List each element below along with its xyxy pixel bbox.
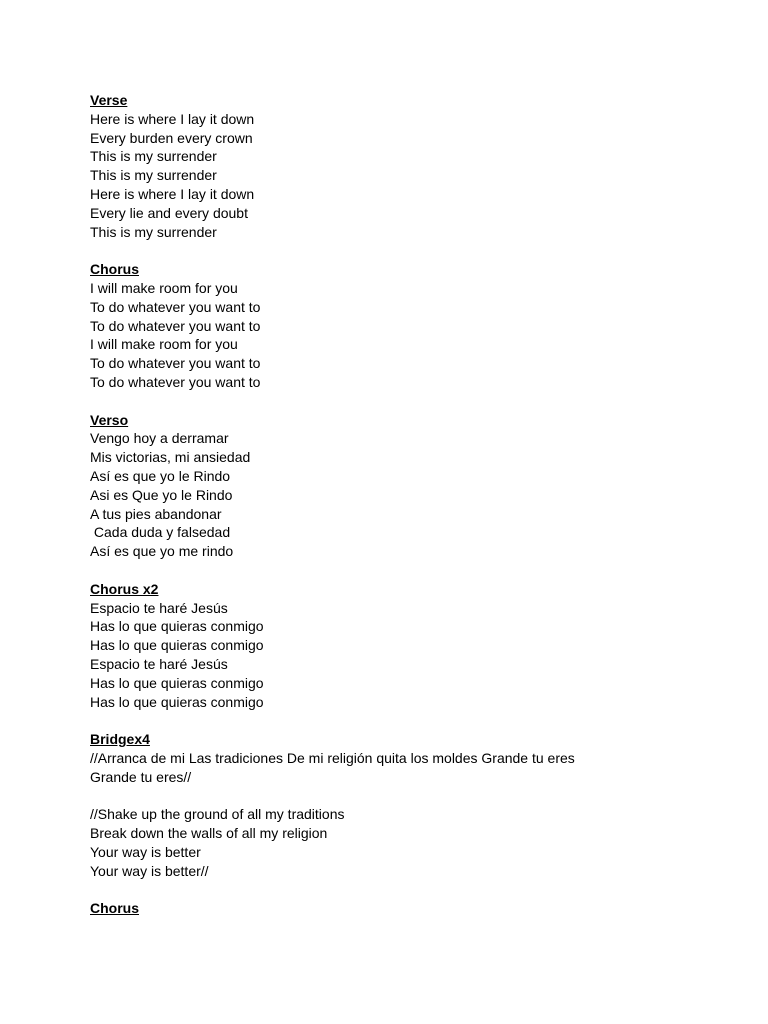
lyric-line: Espacio te haré Jesús (90, 599, 228, 616)
lyric-line: //Shake up the ground of all my traditions (90, 806, 345, 823)
section-bridge-english (90, 805, 730, 880)
lyric-line: This is my surrender (90, 223, 217, 240)
section-chorus-final (90, 899, 730, 918)
lyric-line: Has lo que quieras conmigo (90, 618, 264, 635)
lyric-line: Has lo que quieras conmigo (90, 693, 264, 710)
lyric-line: Cada duda y falsedad (90, 524, 231, 541)
lyric-line: Así es que yo le Rindo (90, 467, 231, 484)
section-bridge (90, 730, 730, 786)
lyrics-document (90, 91, 730, 937)
section-chorus-x2 (90, 580, 730, 712)
section-chorus (90, 260, 730, 392)
lyric-line: Here is where I lay it down (90, 110, 255, 127)
section-heading: Chorus (90, 261, 139, 278)
lyric-line: To do whatever you want to (90, 355, 261, 372)
lyric-line: Espacio te haré Jesús (90, 655, 228, 672)
lyric-line: Your way is better// (90, 862, 209, 879)
section-verso (90, 411, 730, 561)
section-heading: Verse (90, 92, 128, 108)
lyric-line: Así es que yo me rindo (90, 543, 234, 560)
section-heading: Chorus x2 (90, 580, 159, 597)
lyric-line: To do whatever you want to (90, 298, 261, 315)
lyric-line: Here is where I lay it down (90, 185, 255, 202)
section-heading: Verso (90, 411, 129, 428)
section-heading: Bridgex4 (90, 731, 150, 748)
section-verse (90, 91, 730, 241)
lyric-line: A tus pies abandonar (90, 505, 222, 522)
lyric-line: Has lo que quieras conmigo (90, 674, 264, 691)
lyric-line: Every burden every crown (90, 129, 253, 146)
lyric-line: Vengo hoy a derramar (90, 430, 229, 447)
lyric-line: Every lie and every doubt (90, 204, 248, 221)
lyric-line: I will make room for you (90, 336, 238, 353)
lyric-line: Break down the walls of all my religion (90, 825, 328, 842)
lyric-line: This is my surrender (90, 167, 217, 184)
lyric-line: This is my surrender (90, 148, 217, 165)
lyric-line: Your way is better (90, 843, 201, 860)
lyric-line: Mis victorias, mi ansiedad (90, 449, 251, 466)
lyric-line: To do whatever you want to (90, 317, 261, 334)
lyric-line: Asi es Que yo le Rindo (90, 486, 233, 503)
lyric-line: To do whatever you want to (90, 373, 261, 390)
section-heading: Chorus (90, 900, 139, 917)
lyric-line: I will make room for you (90, 279, 238, 296)
lyric-line: Has lo que quieras conmigo (90, 637, 264, 654)
lyric-line: //Arranca de mi Las tradiciones De mi religión quita los moldes Grande tu eres Grande tu eres// (90, 749, 575, 785)
